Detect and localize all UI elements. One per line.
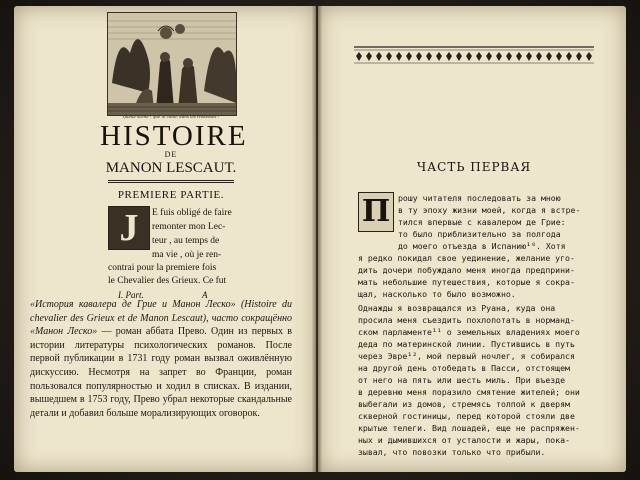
french-text-line: le Chevalier des Grieux. Ce fut: [108, 276, 227, 286]
russian-text-line: в деревню меня поразило смятение жителей; они: [358, 387, 580, 397]
russian-description: [30, 298, 292, 420]
ornament-diamond: [516, 52, 522, 61]
ornament-diamond: [426, 52, 432, 61]
ornament-diamond: [486, 52, 492, 61]
russian-text-line: деда по материнской линии. Пустившись в путь: [358, 339, 575, 349]
title-histoire: HISTOIRE: [100, 120, 248, 152]
russian-text-line: от него на пять или шесть миль. При въезде: [358, 375, 566, 385]
ornament-diamond: [376, 52, 382, 61]
russian-text-line: тился впервые с кавалером де Грие:: [398, 217, 566, 227]
dropcap-letter: П: [361, 194, 391, 229]
russian-text-line: дить дочери побуждало меня иногда предприни-: [358, 265, 575, 275]
description-title-ru: «История кавалера де Грие и Манон Леско»: [30, 299, 236, 310]
ornament-diamond: [586, 52, 592, 61]
french-text-line: E fuis obligé de faire: [152, 208, 232, 218]
ornament-diamond: [356, 52, 362, 61]
russian-text-line: то было приблизительно за полгода: [398, 229, 561, 239]
russian-text-line: на другой день отобедать в Пасси, отстоящем: [358, 363, 570, 373]
russian-text-line: рошу читателя последовать за мною: [398, 193, 561, 203]
title-de: DE: [164, 150, 178, 159]
russian-text-line: в ту эпоху жизни моей, когда я встре-: [398, 205, 581, 215]
russian-text-line: я редко покидал свое уединение, желание уго-: [358, 253, 575, 263]
ornament-diamond: [546, 52, 552, 61]
dropcap-letter: J: [119, 207, 139, 249]
ornament-diamond: [466, 52, 472, 61]
premiere-partie-heading: PREMIERE PARTIE.: [117, 189, 225, 201]
russian-text-line: скверной гостиницы, перед которой стояли две: [358, 411, 575, 421]
title-manon-lescaut: MANON LESCAUT.: [105, 160, 237, 176]
ornament-diamond: [406, 52, 412, 61]
ornament-diamond: [526, 52, 532, 61]
description-short-title: «Манон Леско»: [30, 326, 98, 338]
french-text-line: teur , au temps de: [152, 236, 220, 246]
russian-text-line: зывал, что повозки только что прибыли.: [358, 447, 546, 457]
ornament-diamond: [366, 52, 372, 61]
french-text-line: remonter mon Lec-: [152, 222, 226, 232]
dropcap-p: [358, 192, 394, 232]
ornament-diamond: [386, 52, 392, 61]
page-signature: I. Part.: [118, 290, 144, 300]
ornament-diamond: [556, 52, 562, 61]
page-signature-letter: A: [202, 290, 208, 300]
ornament-diamond: [566, 52, 572, 61]
russian-text-line: крытые телеги. Вид лошадей, еще не распряжен-: [358, 423, 580, 433]
frontispiece-engraving: [107, 12, 237, 116]
description-title-fr: (Histoire du chevalier des Grieux et de Manon Lescaut),: [30, 299, 292, 324]
ornament-diamond: [506, 52, 512, 61]
french-text-line: ma vie , où je ren-: [152, 250, 222, 260]
title-rule: [108, 180, 234, 181]
russian-text-line: просила меня съездить похлопотать в норманд-: [358, 315, 575, 325]
russian-text-line: Однажды я возвращался из Руана, куда она: [358, 303, 556, 313]
russian-text-line: ском парламенте¹¹ о земельных владениях моего: [358, 327, 580, 337]
ornament-diamond: [456, 52, 462, 61]
ornament-band: [354, 44, 594, 66]
ornament-diamond: [436, 52, 442, 61]
russian-text-line: ных и дымившихся от усталости и жары, пока-: [358, 435, 570, 445]
title-rule: [108, 182, 234, 183]
ornament-diamond: [416, 52, 422, 61]
ornament-diamond: [476, 52, 482, 61]
ornament-diamond: [576, 52, 582, 61]
ornament-diamond: [496, 52, 502, 61]
ornament-diamond: [536, 52, 542, 61]
russian-text-line: мать небольшие путешествия, которые я сокра-: [358, 277, 575, 287]
chapter-title: ЧАСТЬ ПЕРВАЯ: [416, 160, 532, 174]
dropcap-j: [108, 206, 150, 250]
description-body: — роман аббата Прево. Один из первых в истории литературы психологических романов. После первой публикации в 1731 году роман вызвал оживлённую дискуссию. Несмотря на запрет во Франции, роман пользовался популярностью и ходил в списках. В издании, вышедшем в 1753 году, Прево убрал некоторые скандальные детали и добавил больше морализирующих оговорок.: [30, 326, 292, 419]
ornament-diamond: [446, 52, 452, 61]
russian-text-line: щал, насколько то было возможно.: [358, 289, 516, 299]
ornament-diamond: [396, 52, 402, 61]
description-often: часто сокращённо: [211, 312, 292, 324]
russian-text-line: до моего отъезда в Испанию¹⁰. Хотя: [398, 241, 566, 251]
book-spine: [312, 6, 322, 472]
russian-text-line: через Эвре¹², мой первый ночлег, я собирался: [358, 351, 575, 361]
engraving-caption: Quelle scène ! que le cœur, dans les tristesses !: [122, 114, 220, 119]
russian-text-line: выбегали из домов, стремясь толпой к дверям: [358, 399, 570, 409]
french-text-line: contrai pour la premiere fois: [108, 263, 217, 273]
